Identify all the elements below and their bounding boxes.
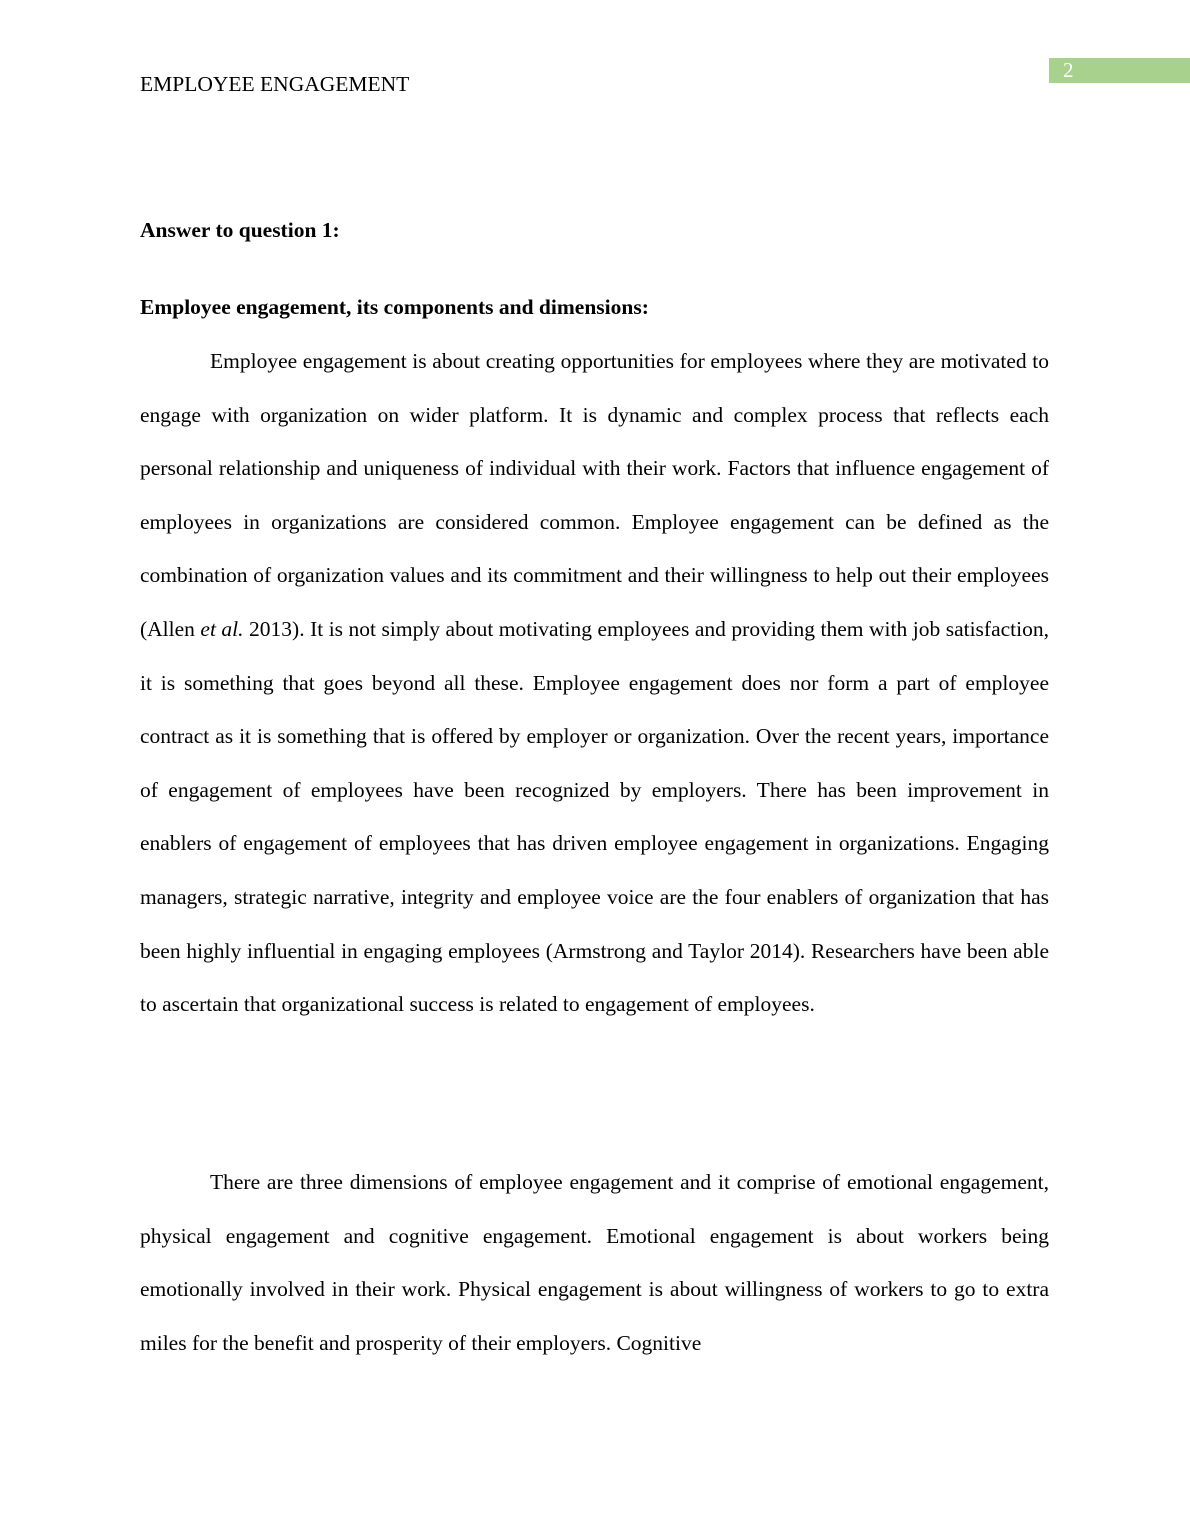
section-heading: Employee engagement, its components and dimensions: [140, 295, 649, 319]
paragraph-2: There are three dimensions of employee engagement and it comprise of emotional engagement, physical engagement and cognitive engagement. Emotional engagement is about workers being emotionally involved in their work. Physical engagement is about willingness of workers to go to extra miles for the benefit and prosperity of their employers. Cognitive [140, 1170, 1049, 1355]
page-number: 2 [1063, 58, 1074, 82]
question-heading: Answer to question 1: [140, 218, 340, 242]
paragraph-1-text-b: 2013). It is not simply about motivating employees and providing them with job satisfaction, it is something that goes beyond all these. Employee engagement does nor form a part of employee contract as it is something that is offered by employer or organization. Over the recent years, importance of engagement of employees have been recognized by employers. There has been improvement in enablers of engagement of employees that has driven employee engagement in organizations. Engaging managers, strategic narrative, integrity and employee voice are the four enablers of organization that has been highly influential in engaging employees (Armstrong and Taylor 2014). Researchers have been able to ascertain that organizational success is related to engagement of employees. [140, 616, 1049, 1017]
paragraph-1 [140, 335, 1049, 1032]
running-head: EMPLOYEE ENGAGEMENT [140, 72, 410, 96]
paragraph-1-text-a: Employee engagement is about creating opportunities for employees where they are motivated to engage with organization on wider platform. It is dynamic and complex process that reflects each personal relationship and uniqueness of individual with their work. Factors that influence engagement of employees in organizations are considered common. Employee engagement can be defined as the combination of organization values and its commitment and their willingness to help out their employees (Allen [140, 349, 1049, 641]
paragraph-1-italic: et al. [200, 616, 244, 641]
